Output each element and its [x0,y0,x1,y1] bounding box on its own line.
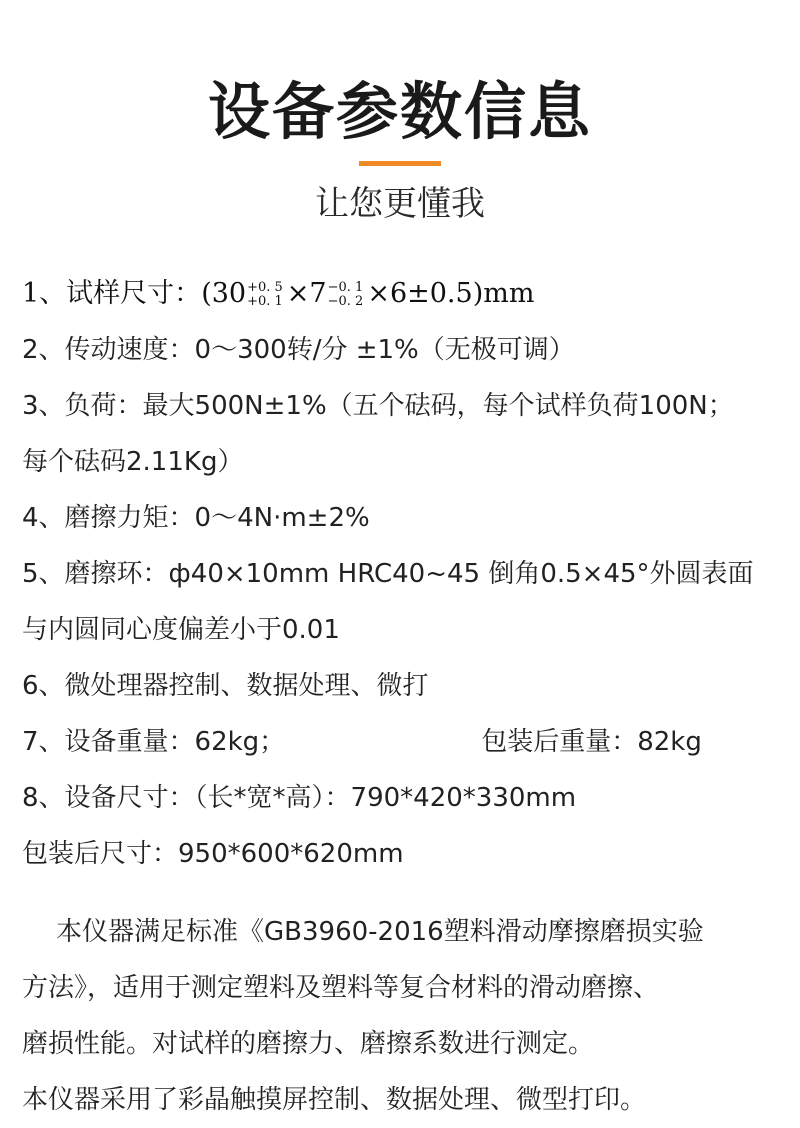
tol-upper: −0. 1 [327,279,364,295]
spec-item-torque: 4、磨擦力矩：0～4N·m±2% [22,503,370,533]
spec-list [22,266,792,882]
description-line: 本仪器采用了彩晶触摸屏控制、数据处理、微型打印。 [22,1085,647,1115]
spec-item-ring-cont: 与内圆同心度偏差小于0.01 [22,615,340,645]
spec-item-speed: 2、传动速度：0～300转/分 ±1%（无极可调） [22,335,575,365]
tol-lower: +0. 1 [247,293,283,309]
spec-item-weight [22,714,792,770]
tol-lower: −0. 2 [327,293,364,309]
times-sign: × [367,278,390,309]
spec-item-control: 6、微处理器控制、数据处理、微打 [22,671,429,701]
spec-item-dimensions: 8、设备尺寸：（长*宽*高）：790*420*330mm [22,783,577,813]
description-line: 磨损性能。对试样的磨擦力、磨擦系数进行测定。 [22,1029,595,1059]
dim-2-tolerance [328,281,364,309]
spec-label: 1、试样尺寸： [22,278,202,309]
description-line: 本仪器满足标准《GB3960-2016塑料滑动摩擦磨损实验 [56,917,704,947]
dim-1: 30 [211,278,247,309]
spec-open-paren: ( [201,278,212,309]
tol-upper: +0. 5 [247,279,283,295]
title-accent-bar [359,161,441,166]
spec-item-load: 3、负荷：最大500N±1%（五个砝码，每个试样负荷100N； [22,391,734,421]
spec-item-load-cont: 每个砝码2.11Kg） [22,447,244,477]
description [22,904,792,1128]
spec-item-ring: 5、磨擦环：ф40×10mm HRC40~45 倒角0.5×45°外圆表面 [22,559,754,589]
packed-weight: 包装后重量：82kg [481,727,702,757]
spec-item-packed-dimensions: 包装后尺寸：950*600*620mm [22,839,404,869]
spec-item-sample-size [22,266,792,322]
device-weight: 7、设备重量：62kg； [22,727,286,757]
dim-2: 7 [309,278,327,309]
times-sign: × [286,278,310,309]
description-line: 方法》，适用于测定塑料及塑料等复合材料的滑动磨擦、 [22,973,660,1003]
dim-1-tolerance [247,281,283,309]
page-subtitle: 让您更懂我 [315,184,485,224]
spec-close-unit: )mm [472,278,535,309]
page-title: 设备参数信息 [207,75,592,148]
dim-3: 6±0.5 [389,278,473,309]
